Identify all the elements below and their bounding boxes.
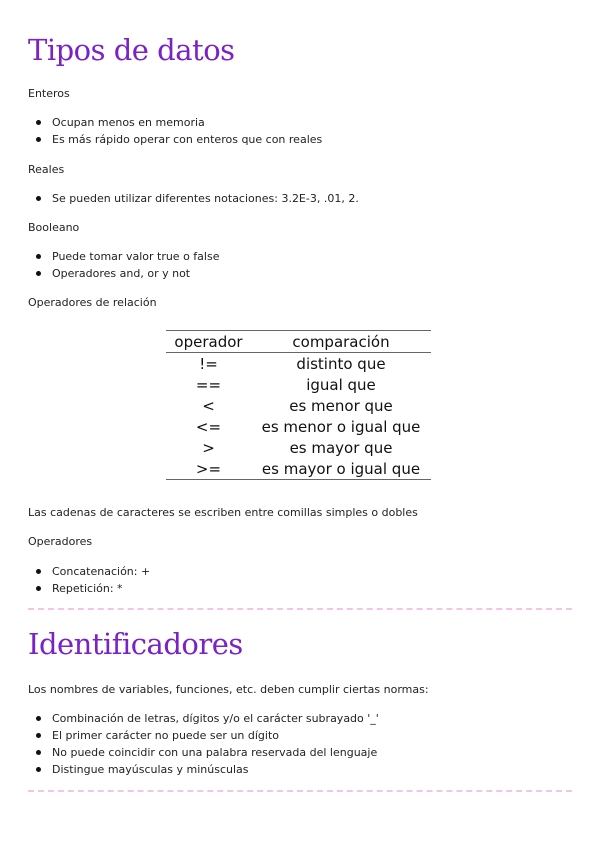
label-operadores-relacion: Operadores de relación [28, 296, 157, 309]
section-divider [28, 790, 572, 792]
table-row [166, 353, 431, 375]
list-item: No puede coincidir con una palabra reservada del lenguaje [36, 744, 379, 761]
label-enteros: Enteros [28, 87, 70, 100]
paragraph-cadenas: Las cadenas de caracteres se escriben entre comillas simples o dobles [28, 506, 418, 519]
table-cell: == [195, 375, 222, 394]
table-row [166, 374, 431, 395]
label-reales: Reales [28, 163, 65, 176]
heading-tipos-de-datos: Tipos de datos [28, 33, 235, 67]
column-header: comparación [251, 331, 431, 353]
table-cell: < [202, 396, 215, 415]
section-divider [28, 608, 572, 610]
table-cell: distinto que [296, 354, 386, 373]
list-item: Concatenación: + [36, 563, 150, 580]
list-item: Repetición: * [36, 580, 150, 597]
table-cell: igual que [306, 375, 376, 394]
table-cell: >= [166, 458, 251, 480]
table-cell: es menor o igual que [261, 417, 421, 436]
list-identificadores [36, 710, 379, 778]
paragraph-identificadores-intro: Los nombres de variables, funciones, etc. deben cumplir ciertas normas: [28, 683, 429, 696]
list-item: Operadores and, or y not [36, 265, 219, 282]
list-item: Puede tomar valor true o false [36, 248, 219, 265]
table-cell: <= [195, 417, 222, 436]
table-row [166, 458, 431, 480]
table-row [166, 416, 431, 437]
table-cell: es menor que [289, 396, 393, 415]
list-operadores [36, 563, 150, 597]
table-header-row [166, 331, 431, 353]
list-item: Se pueden utilizar diferentes notaciones: 3.2E-3, .01, 2. [36, 190, 359, 207]
table-cell: es mayor o igual que [251, 458, 431, 480]
table-row [166, 437, 431, 458]
table-cell: es mayor que [289, 438, 393, 457]
table-cell: != [199, 354, 218, 373]
operators-table [166, 330, 431, 480]
column-header: operador [166, 331, 251, 353]
list-item: Combinación de letras, dígitos y/o el carácter subrayado '_' [36, 710, 379, 727]
list-booleano [36, 248, 219, 282]
list-item: Distingue mayúsculas y minúsculas [36, 761, 379, 778]
label-operadores: Operadores [28, 535, 93, 548]
label-booleano: Booleano [28, 221, 80, 234]
list-item: Es más rápido operar con enteros que con reales [36, 131, 322, 148]
list-reales [36, 190, 359, 207]
heading-identificadores: Identificadores [28, 627, 243, 661]
list-item: El primer carácter no puede ser un dígito [36, 727, 379, 744]
table-cell: > [202, 438, 215, 457]
list-enteros [36, 114, 322, 148]
list-item: Ocupan menos en memoria [36, 114, 322, 131]
table-row [166, 395, 431, 416]
